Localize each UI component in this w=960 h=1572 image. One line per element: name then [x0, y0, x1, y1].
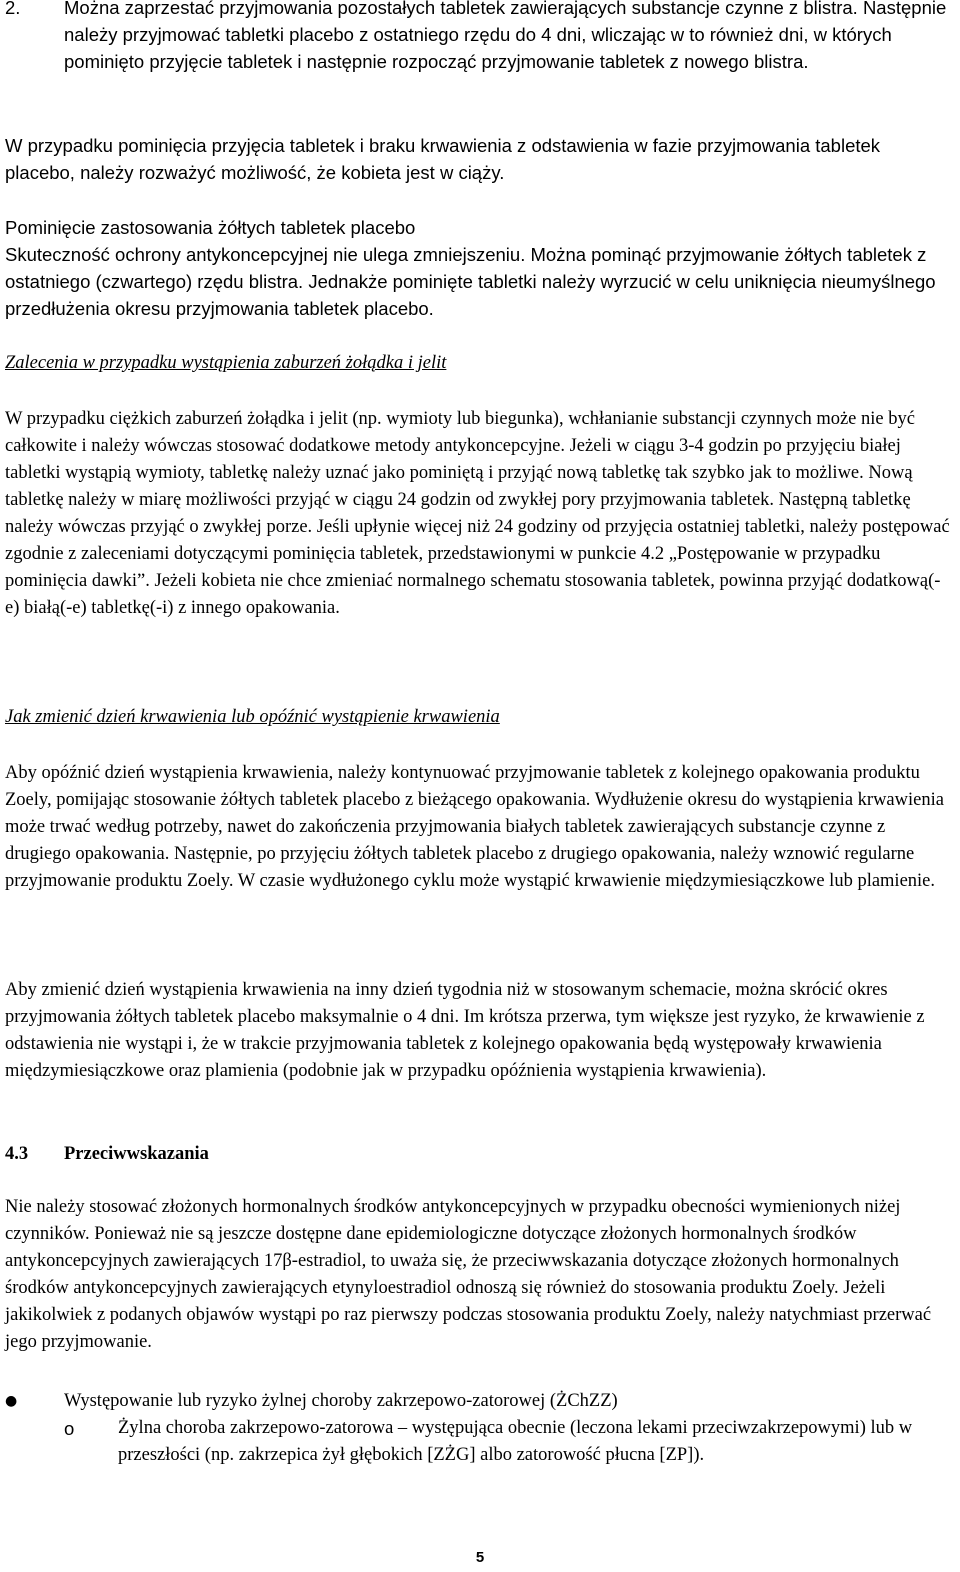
paragraph-no-bleeding: W przypadku pominięcia przyjęcia tabletek i braku krwawienia z odstawienia w fazie przyjmowania tabletek placebo, należy rozważyć możliwość, że kobieta jest w ciąży.	[5, 135, 881, 183]
sub-bullet-text: Żylna choroba zakrzepowo-zatorowa – występująca obecnie (leczona lekami przeciwzakrzepowymi) lub w przeszłości (np. zakrzepica żył głębokich [ZŻG] albo zatorowość płucna [ZP]).	[118, 1418, 913, 1465]
bullet-item	[5, 1388, 954, 1415]
section-number: 4.3	[5, 1144, 29, 1164]
gi-disorders-heading: Zalecenia w przypadku wystąpienia zaburzeń żołądka i jelit	[5, 353, 447, 373]
yellow-tablets-text: Skuteczność ochrony antykoncepcyjnej nie ulega zmniejszeniu. Można pominąć przyjmowanie żółtych tabletek z ostatniego (czwartego) rzędu blistra. Jednakże pominięte tabletki należy wyrzucić w celu uniknięcia nieumyślnego przedłużenia okresu przyjmowania tabletek placebo.	[5, 244, 936, 319]
section-title: Przeciwwskazania	[64, 1144, 209, 1164]
numbered-item-2	[5, 0, 954, 75]
bleeding-shift-paragraph: Aby zmienić dzień wystąpienia krwawienia na inny dzień tygodnia niż w stosowanym schemacie, można skrócić okres przyjmowania żółtych tabletek placebo maksymalnie o 4 dni. Im krótsza przerwa, tym większe jest ryzyko, że krwawienie z odstawienia nie wystąpi i, że w trakcie przyjmowania tabletek z kolejnego opakowania będą występowały krwawienia międzymiesiączkowe oraz plamienia (podobnie jak w przypadku opóźnienia wystąpienia krwawienia).	[5, 980, 925, 1081]
item-number: 2.	[5, 0, 21, 18]
page-number: 5	[475, 1549, 485, 1566]
bleeding-change-heading: Jak zmienić dzień krwawienia lub opóźnić wystąpienie krwawienia	[5, 707, 500, 727]
sub-bullet-item	[5, 1415, 954, 1469]
section-4-3-heading	[5, 1141, 954, 1168]
yellow-tablets-title: Pominięcie zastosowania żółtych tabletek placebo	[5, 217, 416, 238]
bullet-icon: ●	[5, 1393, 18, 1409]
bleeding-delay-paragraph: Aby opóźnić dzień wystąpienia krwawienia, należy kontynuować przyjmowanie tabletek z kolejnego opakowania produktu Zoely, pomijając stosowanie żółtych tabletek placebo z bieżącego opakowania. Wydłużenie okresu do wystąpienia krwawienia może trwać według potrzeby, nawet do zakończenia przyjmowania białych tabletek zawierających substancje czynne z drugiego opakowania. Następnie, po przyjęciu żółtych tabletek placebo z drugiego opakowania, należy wznowić regularne przyjmowanie produktu Zoely. W czasie wydłużonego cyklu może wystąpić krwawienie międzymiesiączkowe lub plamienie.	[5, 763, 944, 891]
item-text: Można zaprzestać przyjmowania pozostałych tabletek zawierających substancje czynne z blistra. Następnie należy przyjmować tabletki placebo z ostatniego rzędu do 4 dni, wliczając w to również dni, w których pominięto przyjęcie tabletek i następnie rozpocząć przyjmowanie tabletek z nowego blistra.	[64, 0, 947, 72]
bullet-text: Występowanie lub ryzyko żylnej choroby zakrzepowo-zatorowej (ŻChZZ)	[64, 1391, 618, 1411]
gi-disorders-text: W przypadku ciężkich zaburzeń żołądka i jelit (np. wymioty lub biegunka), wchłanianie substancji czynnych może nie być całkowite i należy wówczas stosować dodatkowe metody antykoncepcyjne. Jeżeli w ciągu 3-4 godzin po przyjęciu białej tabletki wystąpią wymioty, tabletkę należy uznać jako pominiętą i przyjąć nową tabletkę tak szybko jak to możliwe. Nową tabletkę należy w miarę możliwości przyjąć w ciągu 24 godzin od zwykłej pory przyjmowania tabletek. Następną tabletkę należy wówczas przyjąć o zwykłej porze. Jeśli upłynie więcej niż 24 godziny od przyjęcia ostatniej tabletki, należy postępować zgodnie z zaleceniami dotyczącymi pominięcia tabletek, przedstawionymi w punkcie 4.2 „Postępowanie w przypadku pominięcia dawki”. Jeżeli kobieta nie chce zmieniać normalnego schematu stosowania tabletek, powinna przyjąć dodatkową(-e) białą(-e) tabletkę(-i) z innego opakowania.	[5, 409, 950, 618]
contraindications-paragraph: Nie należy stosować złożonych hormonalnych środków antykoncepcyjnych w przypadku obecności wymienionych niżej czynników. Ponieważ nie są jeszcze dostępne dane epidemiologiczne dotyczące złożonych hormonalnych środków antykoncepcyjnych zawierających 17β-estradiol, to uważa się, że przeciwwskazania dotyczące złożonych hormonalnych środków antykoncepcyjnych zawierających etynyloestradiol odnoszą się również do stosowania produktu Zoely. Jeżeli jakikolwiek z podanych objawów wystąpi po raz pierwszy podczas stosowania produktu Zoely, należy natychmiast przerwać jego przyjmowanie.	[5, 1197, 932, 1352]
sub-bullet-icon: o	[64, 1418, 75, 1439]
